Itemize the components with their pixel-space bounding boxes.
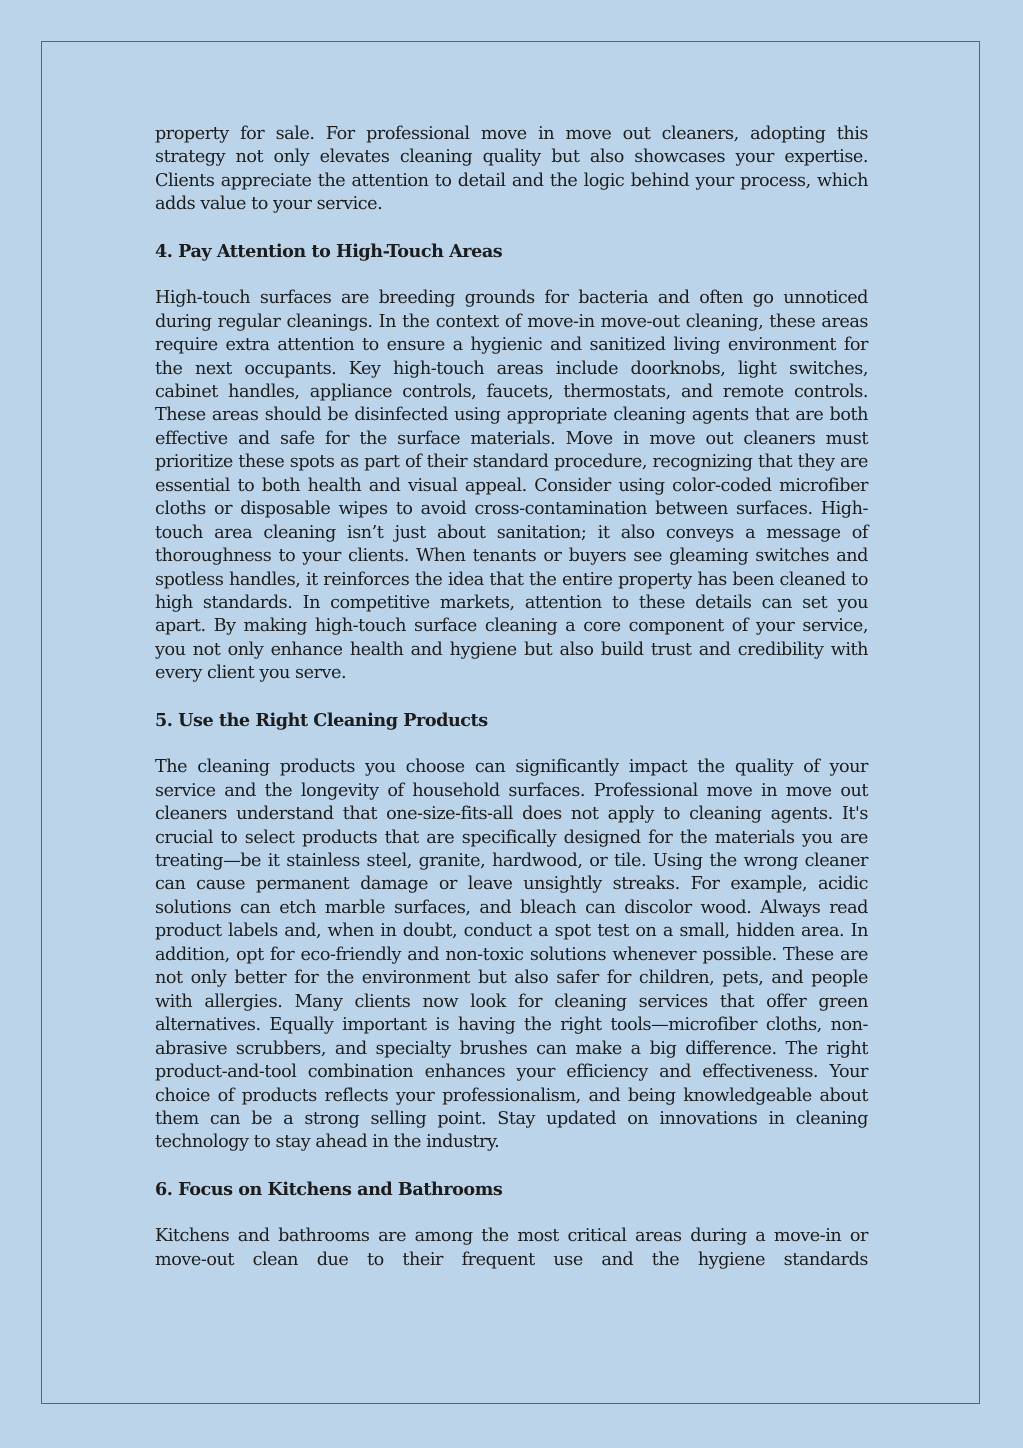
section-heading-cleaning-products: 5. Use the Right Cleaning Products [155, 710, 488, 732]
section-heading-high-touch: 4. Pay Attention to High-Touch Areas [155, 241, 503, 263]
document-body [155, 123, 868, 1272]
section-body-cleaning-products: The cleaning products you choose can significantly impact the quality of your service and the longevity of household surfaces. Professional move in move out cleaners understand that one-size-fits-all does not apply to cleaning agents. It's crucial to select products that are specifically designed for the materials you are treating—be it stainless steel, granite, hardwood, or tile. Using the wrong cleaner can cause permanent damage or leave unsightly streaks. For example, acidic solutions can etch marble surfaces, and bleach can discolor wood. Always read product labels and, when in doubt, conduct a spot test on a small, hidden area. In addition, opt for eco-friendly and non-toxic solutions whenever possible. These are not only better for the environment but also safer for children, pets, and people with allergies. Many clients now look for cleaning services that offer green alternatives. Equally important is having the right tools—microfiber cloths, non-abrasive scrubbers, and specialty brushes can make a big difference. The right product-and-tool combination enhances your efficiency and effectiveness. Your choice of products reflects your professionalism, and being knowledgeable about them can be a strong selling point. Stay updated on innovations in cleaning technology to stay ahead in the industry. [155, 757, 868, 1153]
section-heading-kitchens-bathrooms: 6. Focus on Kitchens and Bathrooms [155, 1179, 503, 1201]
section-body-kitchens-bathrooms: Kitchens and bathrooms are among the most critical areas during a move-in or move-out clean due to their frequent use and the hygiene standards [155, 1226, 868, 1270]
section-body-high-touch: High-touch surfaces are breeding grounds for bacteria and often go unnoticed during regular cleanings. In the context of move-in move-out cleaning, these areas require extra attention to ensure a hygienic and sanitized living environment for the next occupants. Key high-touch areas include doorknobs, light switches, cabinet handles, appliance controls, faucets, thermostats, and remote controls. These areas should be disinfected using appropriate cleaning agents that are both effective and safe for the surface materials. Move in move out cleaners must prioritize these spots as part of their standard procedure, recognizing that they are essential to both health and visual appeal. Consider using color-coded microfiber cloths or disposable wipes to avoid cross-contamination between surfaces. High-touch area cleaning isn’t just about sanitation; it also conveys a message of thoroughness to your clients. When tenants or buyers see gleaming switches and spotless handles, it reinforces the idea that the entire property has been cleaned to high standards. In competitive markets, attention to these details can set you apart. By making high-touch surface cleaning a core component of your service, you not only enhance health and hygiene but also build trust and credibility with every client you serve. [155, 288, 868, 684]
intro-paragraph: property for sale. For professional move in move out cleaners, adopting this strategy not only elevates cleaning quality but also showcases your expertise. Clients appreciate the attention to detail and the logic behind your process, which adds value to your service. [155, 124, 868, 215]
